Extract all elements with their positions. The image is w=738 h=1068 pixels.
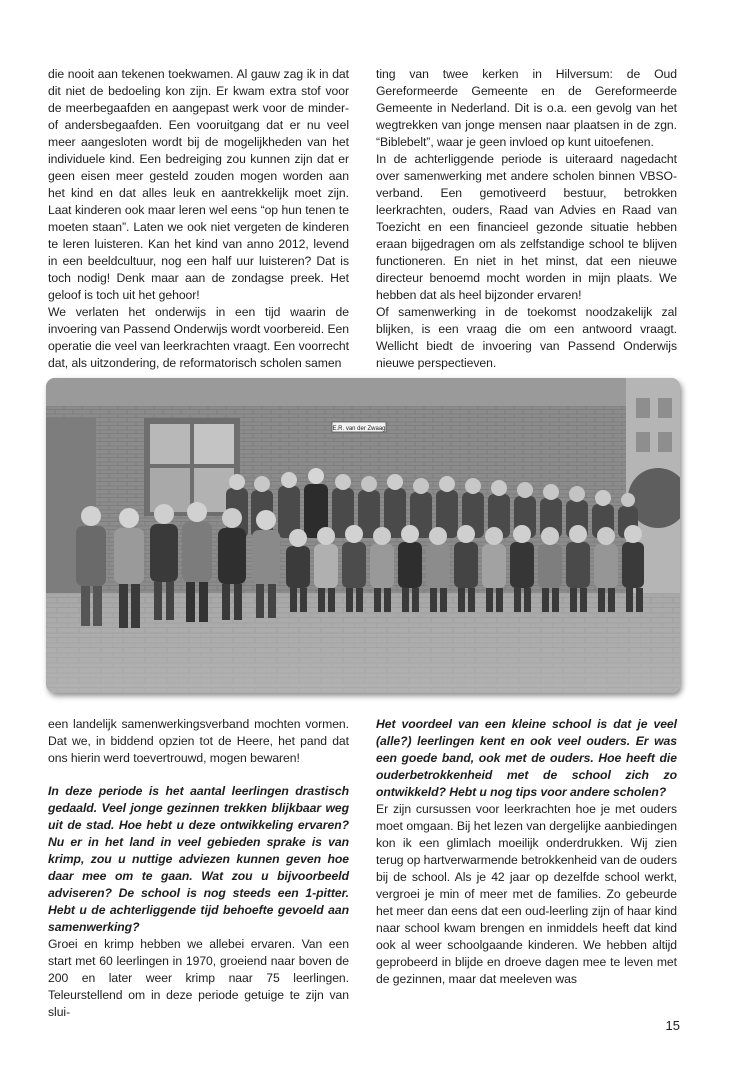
interview-question: In deze periode is het aantal leerlingen drastisch gedaald. Veel jonge gezinnen trekken blijkbaar weg uit de stad. Hoe hebt u deze ontwikkeling ervaren? Nu er in het land in veel gebieden sprake is van krimp, zou u nuttige adviezen kunnen geven hoe daar mee om te gaan. Wat zou u bijvoorbeeld adviseren? De school is nog steeds een 1-pitter. Hebt u de achterliggende tijd behoefte gevoeld aan samenwerking? [48, 784, 349, 934]
street-sign-text: E.R. van der Zwaag [332, 426, 386, 432]
interview-answer: Groei en krimp hebben we allebei ervaren. Van een start met 60 leerlingen in 1970, groeiend naar boven de 200 en later weer krimp naar 75 leerlingen. Teleurstellend om in deze periode getuige te zijn van slui- [48, 937, 349, 1019]
article-column-bottom-left [48, 716, 349, 1021]
interview-answer: Er zijn cursussen voor leerkrachten hoe je met ouders moet omgaan. Bij het lezen van dergelijke aanbiedingen kon ik een glimlach moeilijk onderdrukken. Wij zien terug op hartverwarmende betrokkenheid van de ouders bij de school. Als je 42 jaar op dezelfde school werkt, vergroei je min of meer met de families. Zo gebeurde het meer dan eens dat een oud-leerling zijn of haar kind naar school kwam brengen en inmiddels heeft dat kind ook al weer schoolgaande kinderen. We hebben altijd geprobeerd in blijde en droeve dagen mee te leven met de gezinnen, maar dat meeleven was [376, 802, 677, 986]
paragraph: We verlaten het onderwijs in een tijd waarin de invoering van Passend Onderwijs wordt voorbereid. Een operatie die veel van leerkrachten vraagt. Een voorrecht dat, als uitzondering, de reformatorisch scholen samen [48, 305, 349, 370]
group-photo [46, 378, 680, 693]
interview-question: Het voordeel van een kleine school is dat je veel (alle?) leerlingen kent en ook veel ouders. Er was een goede band, ook met de ouders. Hoe heeft die ouderbetrokkenheid met de school zich zo ontwikkeld? Hebt u nog tips voor andere scholen? [376, 717, 677, 799]
paragraph: die nooit aan tekenen toekwamen. Al gauw zag ik in dat dit niet de bedoeling kon zijn. Er kwam extra stof voor de meerbegaafden en aangepast werk voor de minder- of andersbegaafden. Een vooruitgang dat er nu veel meer aangesloten wordt bij de mogelijkheden van het individuele kind. Een bedreiging zou kunnen zijn dat er geen eisen meer gesteld zouden mogen worden aan het kind en dat alles leuk en aantrekkelijk moet zijn. Laat kinderen ook maar leren wel eens “op hun tenen te moeten staan”. Laten we ook niet vergeten de kinderen te leren luisteren. Kan het kind van anno 2012, levend in een beeldcultuur, nog een half uur luisteren? Dat is toch nodig! Denk maar aan de zondagse preek. Het geloof is toch uit het gehoor! [48, 67, 349, 302]
article-column-top-right [376, 66, 677, 372]
paragraph: In de achterliggende periode is uiteraard nagedacht over samenwerking met andere scholen binnen VBSO-verband. Een gemotiveerd bestuur, betrokken leerkrachten, ouders, Raad van Advies en Raad van Toezicht en een financieel gezonde situatie hebben eraan bijgedragen om als zelfstandige school te blijven functioneren. En niet in het minst, dat een nieuwe directeur benoemd mocht worden in mijn plaats. We hebben dat als heel bijzonder ervaren! [376, 152, 677, 302]
paragraph: Of samenwerking in de toekomst noodzakelijk zal blijken, is een vraag die om een antwoord vraagt. Wellicht biedt de invoering van Passend Onderwijs nieuwe perspectieven. [376, 305, 677, 370]
article-column-bottom-right [376, 716, 677, 988]
group-photo-illustration [46, 378, 680, 693]
article-column-top-left [48, 66, 349, 372]
page-number: 15 [665, 1018, 680, 1033]
paragraph: een landelijk samenwerkingsverband mochten vormen. Dat we, in biddend opzien tot de Heere, het pand dat ons hierin werd toevertrouwd, mogen bewaren! [48, 717, 349, 765]
paragraph: ting van twee kerken in Hilversum: de Oud Gereformeerde Gemeente en de Gereformeerde Gemeente in Nederland. Dit is o.a. een gevolg van het wegtrekken van jonge mensen naar plaatsen in de zgn. “Biblebelt”, waar je geen invloed op kunt uitoefenen. [376, 67, 677, 149]
